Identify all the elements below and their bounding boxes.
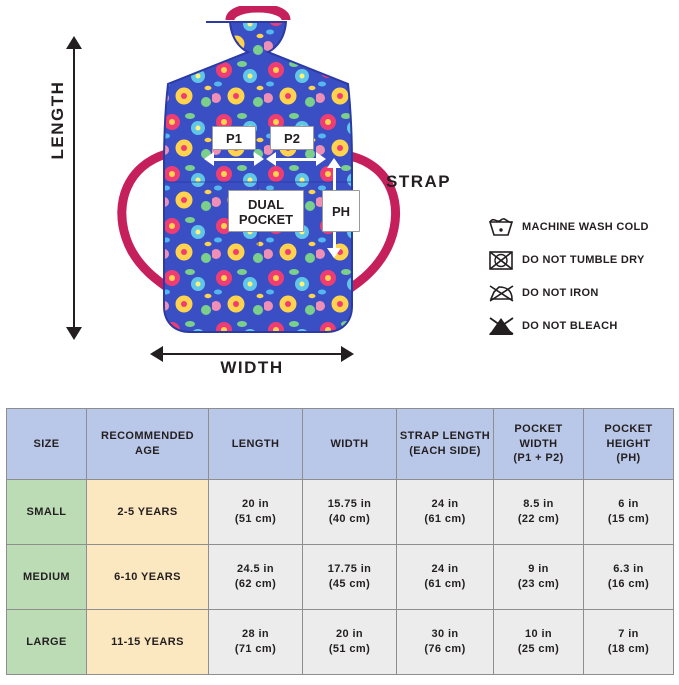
care-row bbox=[486, 210, 676, 243]
pocket2-callout: P2 bbox=[270, 126, 314, 150]
header-strap-line2: (EACH SIDE) bbox=[409, 445, 481, 457]
cell-strap: 24 in (61 cm) bbox=[397, 545, 494, 610]
header-length-line1: LENGTH bbox=[231, 437, 280, 450]
header-width bbox=[303, 409, 397, 480]
dual-pocket-line2: POCKET bbox=[238, 211, 294, 227]
cell-pocket-height: 6 in (15 cm) bbox=[584, 480, 674, 545]
cell-width: 15.75 in (40 cm) bbox=[303, 480, 397, 545]
dual-pocket-callout bbox=[228, 190, 304, 232]
care-row bbox=[486, 243, 676, 276]
header-width-line1: WIDTH bbox=[330, 437, 369, 450]
header-pocket-height-line1: POCKET HEIGHT bbox=[604, 422, 653, 450]
header-recommended-age bbox=[87, 409, 209, 480]
table-row bbox=[7, 480, 674, 545]
care-row bbox=[486, 276, 676, 309]
care-text: DO NOT TUMBLE DRY bbox=[522, 253, 645, 266]
cell-age: 2-5 YEARS bbox=[87, 480, 209, 545]
care-instructions-list bbox=[486, 210, 676, 342]
header-pocket-width-line2: (P1 + P2) bbox=[513, 452, 564, 465]
strap-label: STRAP bbox=[386, 172, 452, 191]
apron-svg bbox=[108, 6, 408, 346]
dual-pocket-line1: DUAL bbox=[247, 197, 285, 212]
width-label: WIDTH bbox=[220, 358, 284, 377]
cell-length: 28 in (71 cm) bbox=[209, 610, 303, 675]
header-pocket-width bbox=[494, 409, 584, 480]
header-size-line1: SIZE bbox=[33, 437, 60, 450]
header-strap-line1: STRAP LENGTH bbox=[399, 430, 491, 443]
cell-pocket-width: 8.5 in (22 cm) bbox=[494, 480, 584, 545]
table-row bbox=[7, 545, 674, 610]
cell-age: 6-10 YEARS bbox=[87, 545, 209, 610]
pocket1-width-arrow bbox=[204, 152, 264, 166]
cell-width: 20 in (51 cm) bbox=[303, 610, 397, 675]
care-text: MACHINE WASH COLD bbox=[522, 220, 649, 233]
header-age-line1: RECOMMENDED bbox=[100, 430, 194, 443]
length-line bbox=[73, 48, 75, 328]
cell-pocket-width: 9 in (23 cm) bbox=[494, 545, 584, 610]
apron-illustration bbox=[108, 6, 408, 346]
care-text: DO NOT BLEACH bbox=[522, 319, 618, 332]
pocket1-callout: P1 bbox=[212, 126, 256, 150]
do-not-bleach-icon bbox=[486, 313, 516, 339]
header-pocket-width-line1: POCKET WIDTH bbox=[514, 422, 563, 450]
do-not-tumble-dry-icon bbox=[486, 247, 516, 273]
header-size bbox=[7, 409, 87, 480]
cell-width: 17.75 in (45 cm) bbox=[303, 545, 397, 610]
cell-pocket-width: 10 in (25 cm) bbox=[494, 610, 584, 675]
cell-age: 11-15 YEARS bbox=[87, 610, 209, 675]
header-pocket-height-line2: (PH) bbox=[616, 452, 641, 465]
machine-wash-cold-icon bbox=[486, 214, 516, 240]
length-label: LENGTH bbox=[48, 80, 67, 160]
do-not-iron-icon bbox=[486, 280, 516, 306]
header-pocket-height bbox=[584, 409, 674, 480]
care-text: DO NOT IRON bbox=[522, 286, 599, 299]
apron-body bbox=[148, 6, 378, 346]
pocket-height-callout: PH bbox=[322, 190, 360, 232]
cell-pocket-height: 7 in (18 cm) bbox=[584, 610, 674, 675]
cell-strap: 24 in (61 cm) bbox=[397, 480, 494, 545]
header-strap-length bbox=[397, 409, 494, 480]
cell-strap: 30 in (76 cm) bbox=[397, 610, 494, 675]
cell-size: LARGE bbox=[7, 610, 87, 675]
care-row bbox=[486, 309, 676, 342]
cell-size: SMALL bbox=[7, 480, 87, 545]
cell-size: MEDIUM bbox=[7, 545, 87, 610]
table-header-row bbox=[7, 409, 674, 480]
cell-pocket-height: 6.3 in (16 cm) bbox=[584, 545, 674, 610]
pocket2-width-arrow bbox=[266, 152, 326, 166]
neck-strap bbox=[230, 8, 286, 20]
size-chart-table bbox=[6, 408, 674, 675]
header-length bbox=[209, 409, 303, 480]
width-line bbox=[162, 353, 342, 355]
header-age-line2: AGE bbox=[134, 445, 161, 457]
cell-length: 20 in (51 cm) bbox=[209, 480, 303, 545]
arrow-down-icon bbox=[66, 327, 82, 340]
cell-length: 24.5 in (62 cm) bbox=[209, 545, 303, 610]
table-row bbox=[7, 610, 674, 675]
